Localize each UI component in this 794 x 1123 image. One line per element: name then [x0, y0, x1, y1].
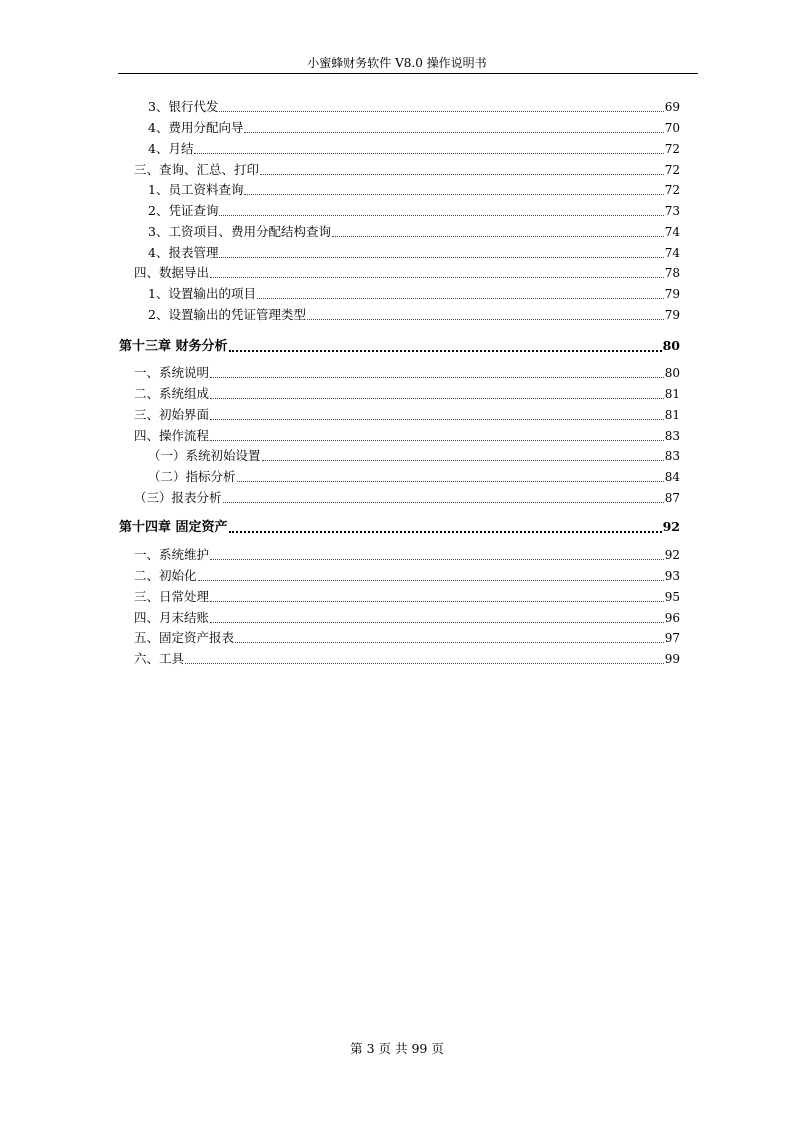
toc-leader	[260, 161, 664, 175]
toc-entry-initial-interface[interactable]	[134, 406, 680, 424]
toc-entry-label: 3、银行代发	[148, 99, 219, 114]
toc-entry-fixed-asset-report[interactable]	[134, 629, 680, 647]
toc-leader	[229, 518, 662, 533]
toc-entry-bank-payroll[interactable]	[148, 98, 680, 116]
toc-entry-output-items[interactable]	[148, 285, 680, 303]
toc-entry-label: 一、系统说明	[134, 365, 210, 380]
toc-entry-expense-wizard[interactable]	[148, 119, 680, 137]
toc-entry-page: 96	[664, 611, 680, 625]
toc-entry-label: 二、系统组成	[134, 386, 210, 401]
toc-chapter-label: 第十三章 财务分析	[119, 339, 228, 354]
toc-entry-page: 79	[664, 287, 680, 301]
toc-entry-label: 1、员工资料查询	[148, 182, 244, 197]
toc-entry-page: 74	[664, 225, 680, 239]
toc-entry-page: 78	[664, 266, 680, 280]
page-header-title: 小蜜蜂财务软件 V8.0 操作说明书	[307, 56, 487, 70]
toc-entry-label: 二、初始化	[134, 568, 197, 583]
toc-entry-label: （三）报表分析	[134, 490, 222, 505]
toc-leader	[210, 609, 664, 623]
toc-entry-label: 4、报表管理	[148, 245, 219, 260]
toc-leader	[262, 447, 664, 461]
toc-entry-label: 三、初始界面	[134, 407, 210, 422]
toc-entry-label: 2、设置输出的凭证管理类型	[148, 307, 306, 322]
toc-entry-month-end[interactable]	[148, 140, 680, 158]
toc-entry-label: 三、日常处理	[134, 589, 210, 604]
toc-chapter-14-fixed-assets[interactable]	[119, 518, 680, 536]
toc-entry-page: 81	[664, 387, 680, 401]
toc-entry-page: 99	[664, 652, 680, 666]
toc-leader	[307, 306, 664, 320]
toc-entry-page: 72	[664, 183, 680, 197]
toc-entry-initialization[interactable]	[134, 567, 680, 585]
toc-entry-page: 83	[664, 429, 680, 443]
toc-leader	[198, 567, 664, 581]
toc-entry-operation-process[interactable]	[134, 427, 680, 445]
toc-entry-daily-processing[interactable]	[134, 588, 680, 606]
toc-entry-indicator-analysis[interactable]	[148, 468, 680, 486]
toc-entry-label: 4、月结	[148, 141, 194, 156]
toc-entry-label: 四、月末结账	[134, 610, 210, 625]
toc-entry-voucher-query[interactable]	[148, 202, 680, 220]
toc-chapter-label: 第十四章 固定资产	[119, 520, 228, 535]
toc-entry-label: 1、设置输出的项目	[148, 286, 256, 301]
toc-entry-label: 一、系统维护	[134, 547, 210, 562]
toc-entry-page: 70	[664, 121, 680, 135]
toc-entry-page: 72	[664, 163, 680, 177]
toc-entry-page: 95	[664, 590, 680, 604]
toc-leader	[210, 364, 664, 378]
toc-chapter-page: 80	[662, 338, 680, 353]
toc-entry-page: 97	[664, 631, 680, 645]
toc-leader	[229, 337, 662, 352]
toc-entry-page: 83	[664, 449, 680, 463]
toc-entry-report-analysis[interactable]	[134, 489, 680, 507]
toc-entry-report-management[interactable]	[148, 244, 680, 262]
toc-entry-page: 69	[664, 100, 680, 114]
toc-entry-system-components[interactable]	[134, 385, 680, 403]
toc-leader	[244, 181, 663, 195]
toc-entry-tools[interactable]	[134, 650, 680, 668]
toc-leader	[210, 427, 664, 441]
toc-entry-page: 80	[664, 366, 680, 380]
toc-entry-page: 84	[664, 470, 680, 484]
toc-entry-label: （一）系统初始设置	[148, 448, 261, 463]
toc-entry-system-maintenance[interactable]	[134, 546, 680, 564]
toc-entry-output-voucher-type[interactable]	[148, 306, 680, 324]
toc-entry-month-end-closing[interactable]	[134, 609, 680, 627]
toc-chapter-page: 92	[662, 519, 680, 534]
toc-entry-data-export[interactable]	[134, 264, 680, 282]
toc-entry-page: 87	[664, 491, 680, 505]
toc-leader	[237, 468, 664, 482]
toc-entry-page: 92	[664, 548, 680, 562]
toc-leader	[219, 244, 663, 258]
toc-leader	[194, 140, 663, 154]
toc-entry-query-print[interactable]	[134, 161, 680, 179]
toc-leader	[210, 406, 664, 420]
toc-leader	[210, 546, 664, 560]
toc-entry-initial-setup[interactable]	[148, 447, 680, 465]
toc-entry-page: 72	[664, 142, 680, 156]
toc-leader	[235, 629, 664, 643]
toc-entry-page: 74	[664, 246, 680, 260]
toc-leader	[210, 264, 664, 278]
toc-entry-label: 4、费用分配向导	[148, 120, 244, 135]
toc-entry-page: 79	[664, 308, 680, 322]
toc-entry-page: 93	[664, 569, 680, 583]
toc-leader	[244, 119, 663, 133]
toc-entry-label: 三、查询、汇总、打印	[134, 162, 260, 177]
page-footer: 第 3 页 共 99 页	[350, 1041, 444, 1056]
toc-leader	[219, 202, 663, 216]
toc-entry-label: 2、凭证查询	[148, 203, 219, 218]
toc-entry-salary-structure-query[interactable]	[148, 223, 680, 241]
toc-entry-label: 五、固定资产报表	[134, 630, 235, 645]
toc-entry-page: 81	[664, 408, 680, 422]
toc-leader	[219, 98, 663, 112]
toc-leader	[210, 385, 664, 399]
toc-entry-label: 四、数据导出	[134, 265, 210, 280]
toc-leader	[185, 650, 664, 664]
toc-chapter-13-financial-analysis[interactable]	[119, 337, 680, 355]
toc-entry-label: 3、工资项目、费用分配结构查询	[148, 224, 331, 239]
toc-entry-system-description[interactable]	[134, 364, 680, 382]
toc-leader	[210, 588, 664, 602]
toc-entry-employee-query[interactable]	[148, 181, 680, 199]
toc-entry-label: 六、工具	[134, 651, 185, 666]
toc-leader	[223, 489, 664, 503]
toc-entry-label: 四、操作流程	[134, 428, 210, 443]
toc-leader	[257, 285, 664, 299]
toc-entry-page: 73	[664, 204, 680, 218]
toc-leader	[332, 223, 664, 237]
toc-entry-label: （二）指标分析	[148, 469, 236, 484]
